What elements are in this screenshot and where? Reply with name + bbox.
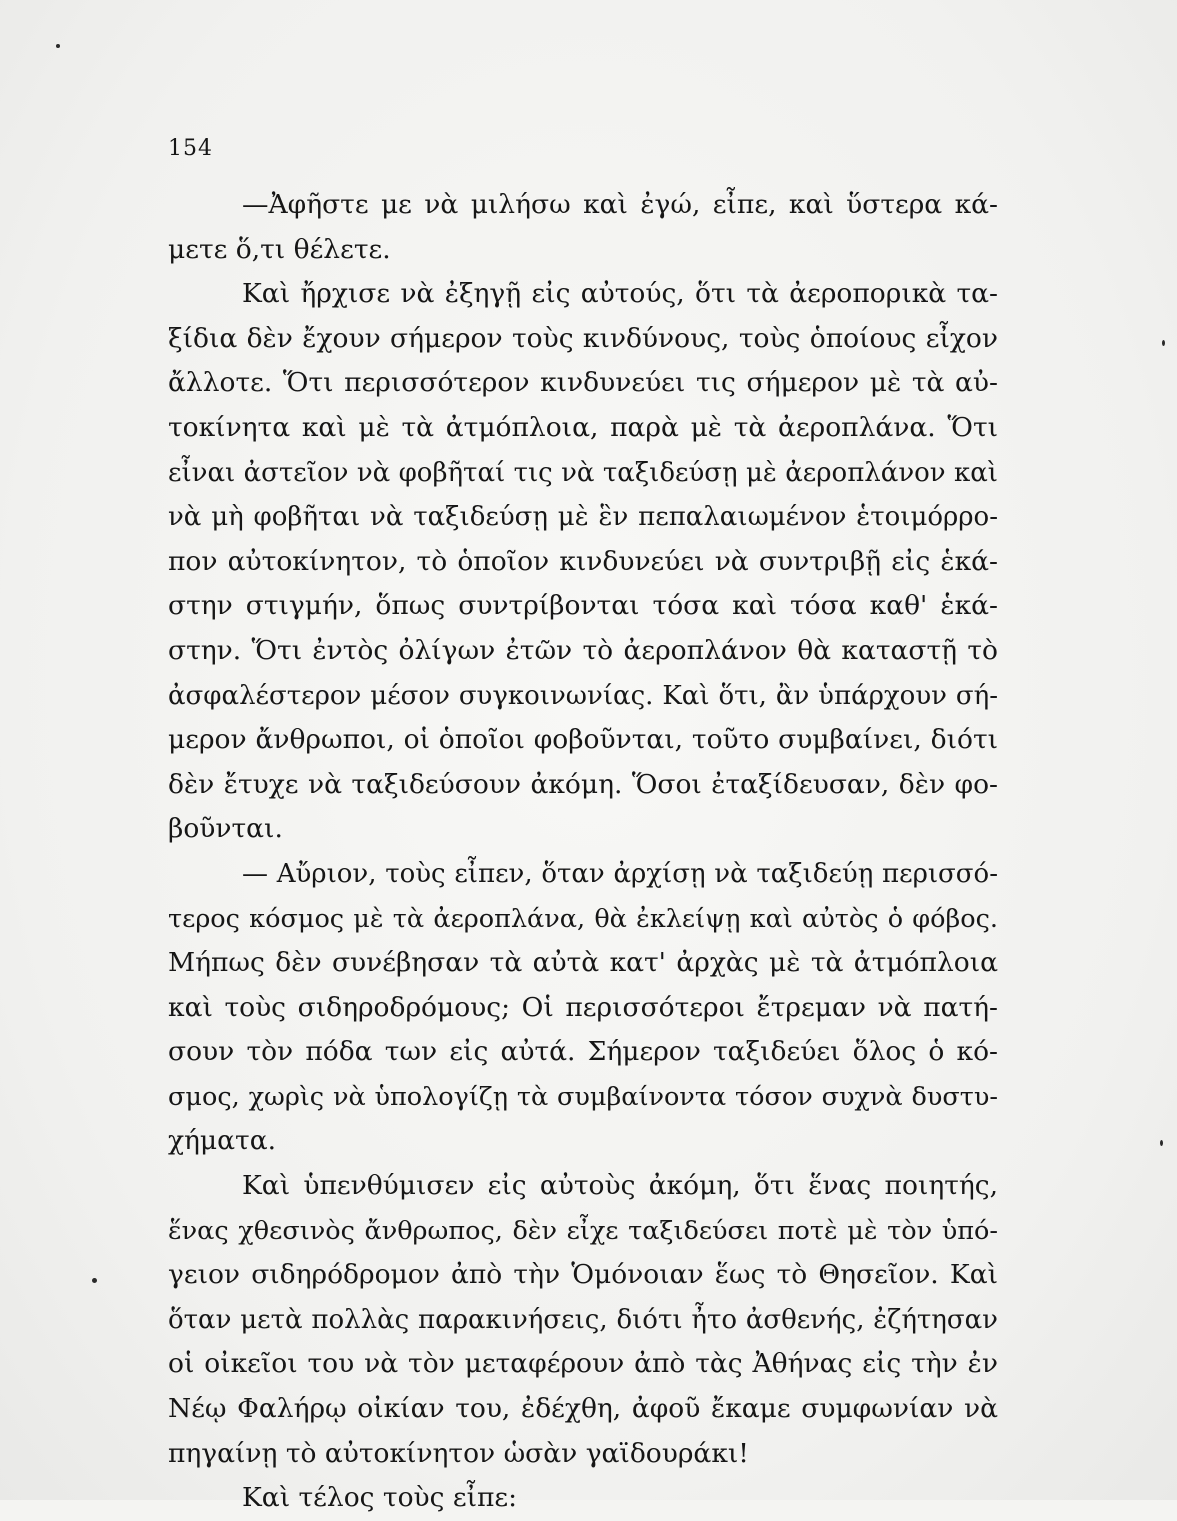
text-line: καὶ τοὺς σιδηροδρόμους; Οἱ περισσότεροι ἔτρεμαν νὰ πατή- [168, 991, 998, 1023]
text-line: Καὶ τέλος τοὺς εἶπε: [242, 1482, 518, 1514]
text-line: γειον σιδηρόδρομον ἀπὸ τὴν Ὁμόνοιαν ἕως τὸ Θησεῖον. Καὶ [168, 1259, 998, 1291]
text-line: πηγαίνῃ τὸ αὐτοκίνητον ὡσὰν γαϊδουράκι! [168, 1437, 749, 1469]
text-line: σουν τὸν πόδα των εἰς αὐτά. Σήμερον ταξιδεύει ὅλος ὁ κό- [168, 1036, 998, 1068]
print-speck [1162, 340, 1165, 346]
text-line: ἄλλοτε. Ὅτι περισσότερον κινδυνεύει τις σήμερον μὲ τὰ αὐ- [168, 367, 998, 399]
text-line: Μήπως δὲν συνέβησαν τὰ αὐτὰ κατ' ἀρχὰς μὲ τὰ ἀτμόπλοια [168, 947, 998, 979]
print-speck [92, 1278, 97, 1283]
text-line: μετε ὅ,τι θέλετε. [168, 233, 391, 265]
text-line: οἱ οἰκεῖοι του νὰ τὸν μεταφέρουν ἀπὸ τὰς Ἀθήνας εἰς τὴν ἐν [168, 1348, 998, 1380]
text-line: εἶναι ἀστεῖον νὰ φοβῆταί τις νὰ ταξιδεύσῃ μὲ ἀεροπλάνον καὶ [168, 457, 998, 488]
text-line: ξίδια δὲν ἔχουν σήμερον τοὺς κινδύνους, τοὺς ὁποίους εἶχον [168, 322, 998, 354]
print-speck [56, 44, 60, 48]
text-line: ἕνας χθεσινὸς ἄνθρωπος, δὲν εἶχε ταξιδεύσει ποτὲ μὲ τὸν ὑπό- [168, 1215, 998, 1246]
text-line: μερον ἄνθρωποι, οἱ ὁποῖοι φοβοῦνται, τοῦτο συμβαίνει, διότι [168, 724, 998, 756]
text-line: χήματα. [168, 1125, 277, 1157]
text-line: νὰ μὴ φοβῆται νὰ ταξιδεύσῃ μὲ ἓν πεπαλαιωμένον ἑτοιμόρρο- [168, 502, 998, 533]
text-line: Καὶ ἤρχισε νὰ ἐξηγῇ εἰς αὐτούς, ὅτι τὰ ἀεροπορικὰ τα- [242, 278, 998, 310]
text-line: δὲν ἔτυχε νὰ ταξιδεύσουν ἀκόμη. Ὅσοι ἐταξίδευσαν, δὲν φο- [168, 768, 998, 800]
text-line: ὅταν μετὰ πολλὰς παρακινήσεις, διότι ἦτο ἀσθενής, ἐζήτησαν [168, 1304, 998, 1335]
print-speck [1160, 1140, 1163, 1146]
text-line: βοῦνται. [168, 813, 283, 845]
text-line: — Αὔριον, τοὺς εἶπεν, ὅταν ἀρχίσῃ νὰ ταξιδεύῃ περισσό- [242, 858, 998, 889]
text-line: τοκίνητα καὶ μὲ τὰ ἀτμόπλοια, παρὰ μὲ τὰ ἀεροπλάνα. Ὅτι [168, 411, 998, 443]
text-line: Νέῳ Φαλήρῳ οἰκίαν του, ἐδέχθη, ἀφοῦ ἔκαμε συμφωνίαν νὰ [168, 1393, 998, 1425]
text-line: σμος, χωρὶς νὰ ὑπολογίζῃ τὰ συμβαίνοντα τόσον συχνὰ δυστυ- [168, 1081, 998, 1112]
text-line: —Ἀφῆστε με νὰ μιλήσω καὶ ἐγώ, εἶπε, καὶ ὕστερα κά- [242, 189, 998, 220]
body-text [168, 183, 998, 1521]
text-line: στην στιγμήν, ὅπως συντρίβονται τόσα καὶ τόσα καθ' ἑκά- [168, 590, 998, 622]
text-line: τερος κόσμος μὲ τὰ ἀεροπλάνα, θὰ ἐκλείψῃ καὶ αὐτὸς ὁ φόβος. [168, 903, 998, 934]
page-number: 154 [168, 136, 213, 161]
text-line: στην. Ὅτι ἐντὸς ὀλίγων ἐτῶν τὸ ἀεροπλάνον θὰ καταστῇ τὸ [168, 634, 998, 666]
text-line: Καὶ ὑπενθύμισεν εἰς αὐτοὺς ἀκόμη, ὅτι ἕνας ποιητής, [242, 1170, 998, 1202]
text-line: πον αὐτοκίνητον, τὸ ὁποῖον κινδυνεύει νὰ συντριβῇ εἰς ἑκά- [168, 545, 998, 577]
text-line: ἀσφαλέστερον μέσον συγκοινωνίας. Καὶ ὅτι, ἂν ὑπάρχουν σή- [168, 680, 998, 711]
